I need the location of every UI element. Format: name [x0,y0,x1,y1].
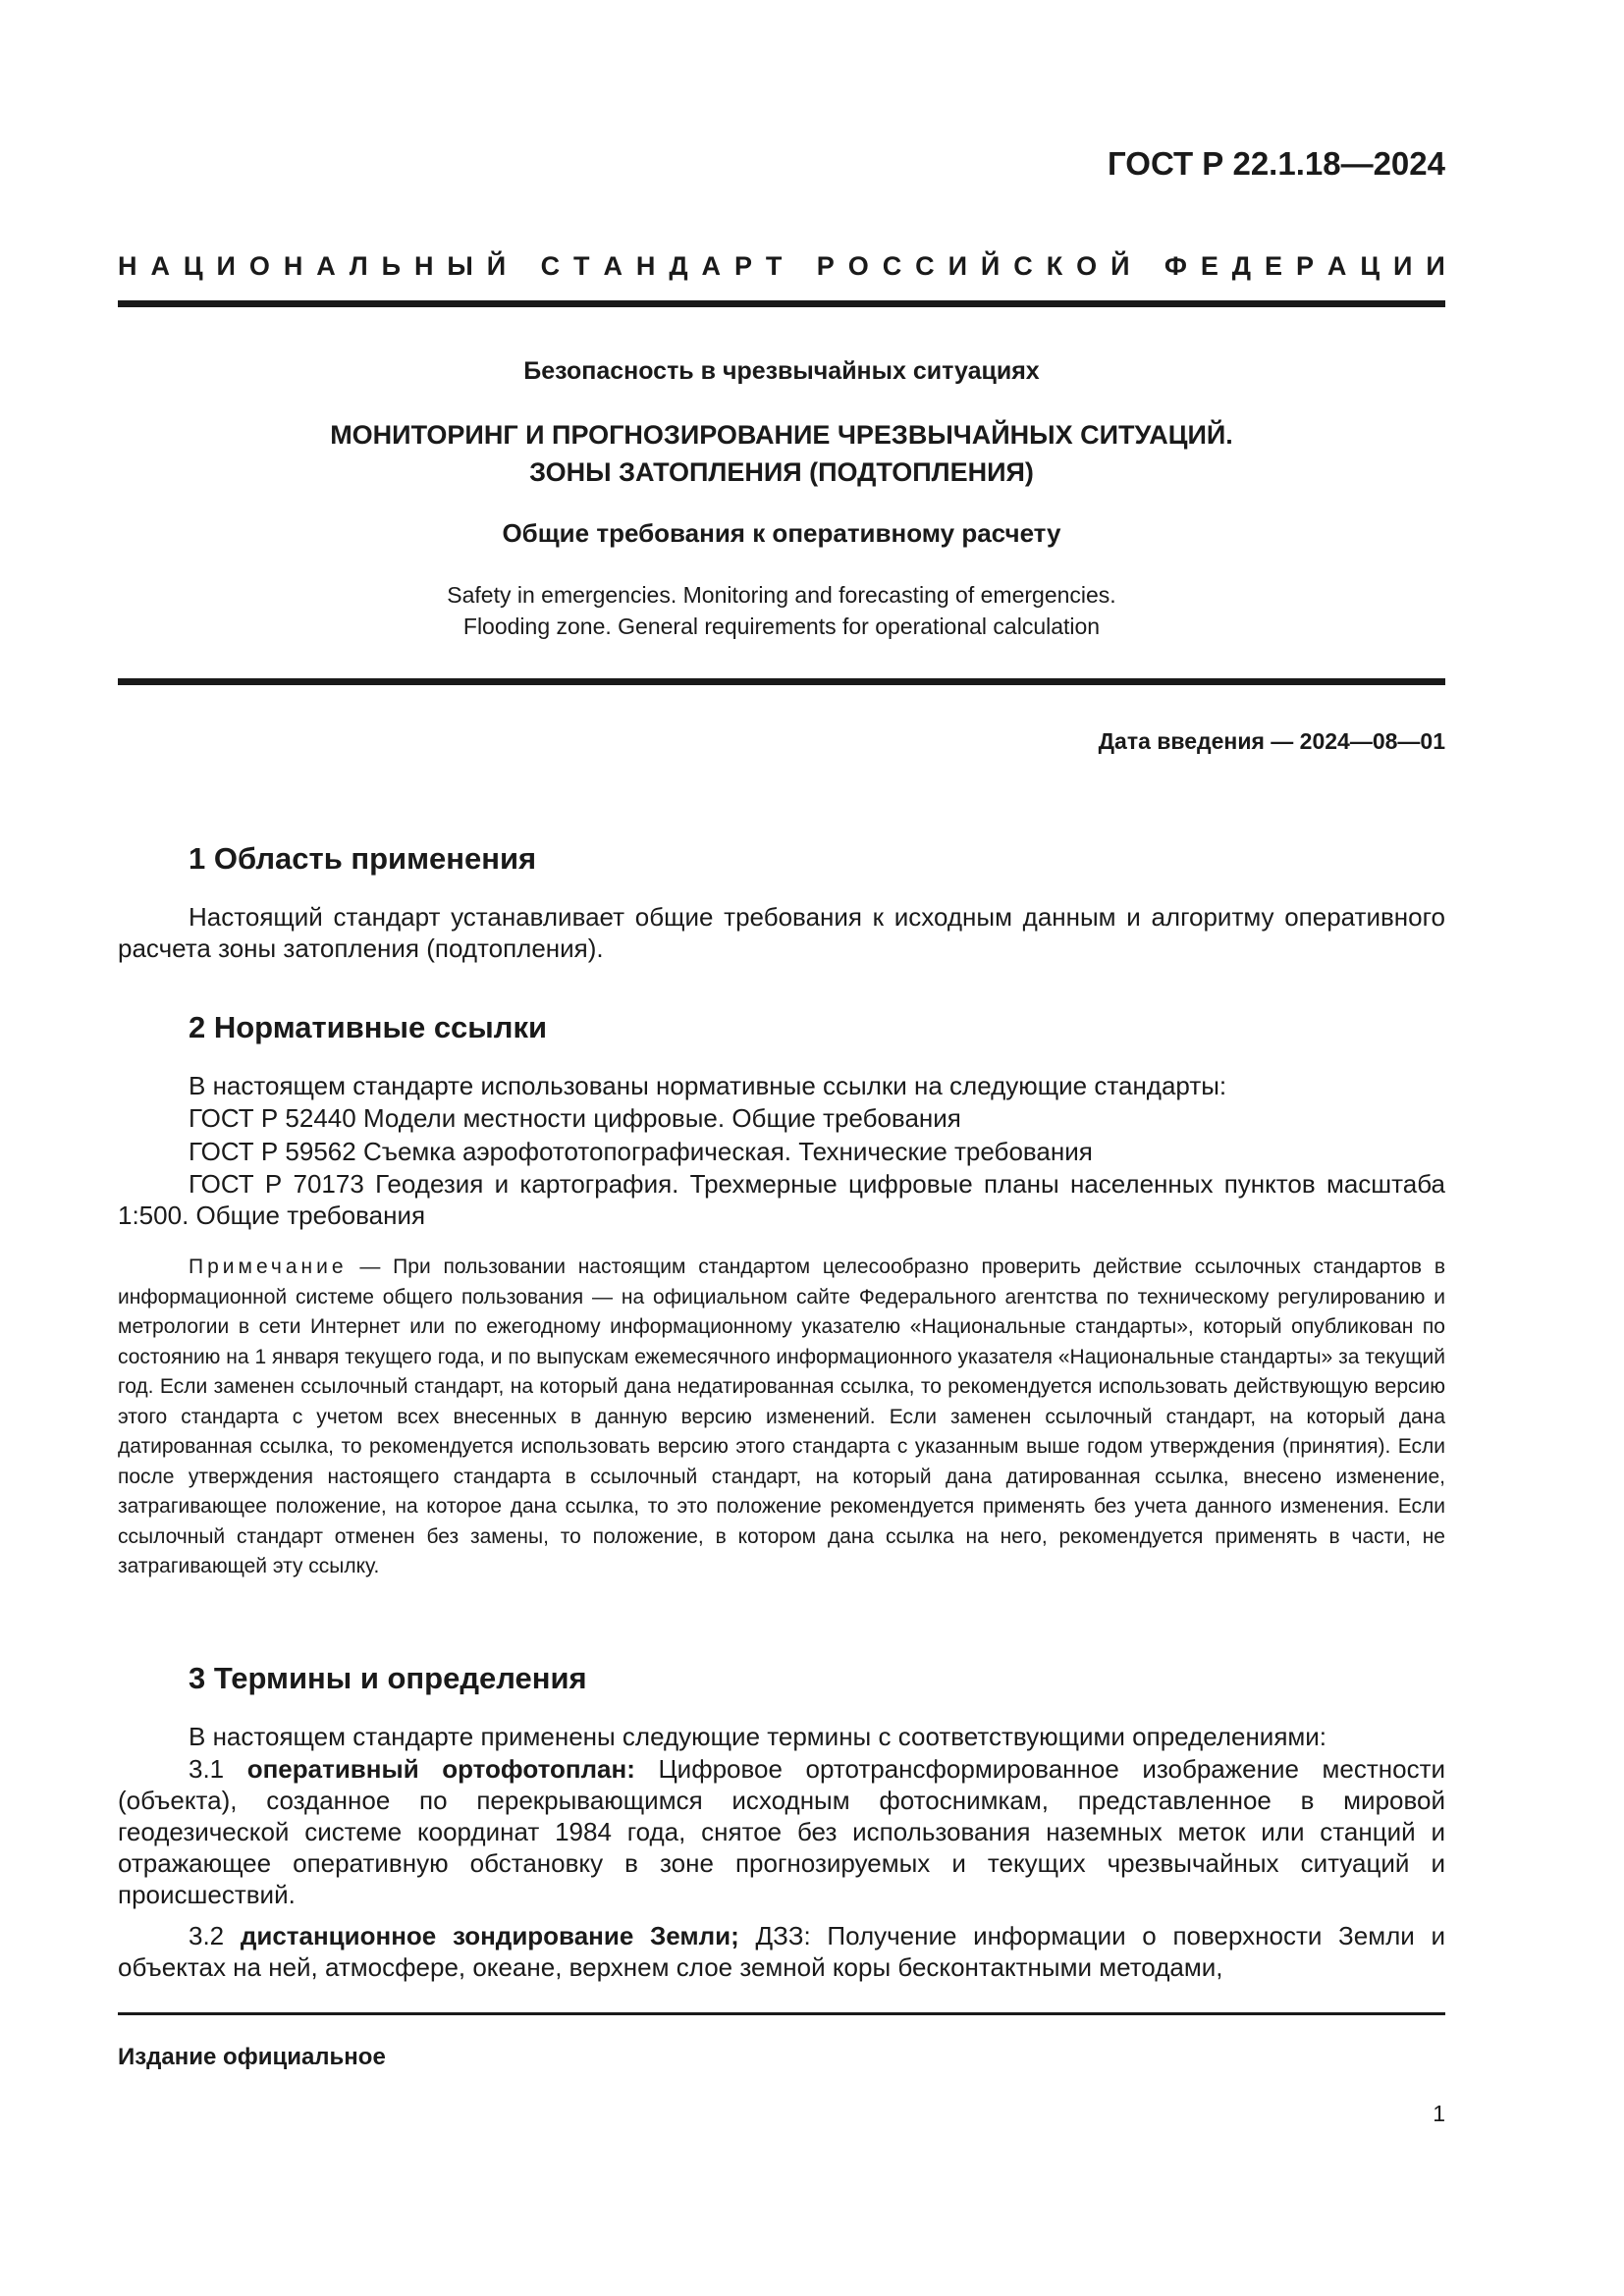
page-number: 1 [1433,2101,1445,2126]
national-standard-letter: С [882,251,902,281]
national-standard-letter [519,251,527,282]
national-standard-letter: К [1046,251,1063,281]
term-3-1-number: 3.1 [189,1754,247,1784]
national-standard-letter: Ь [381,251,402,281]
reference-gost-59562: ГОСТ Р 59562 Съемка аэрофототопографическая. Технические требования [189,1137,1093,1166]
intro-date: Дата введения — 2024—08—01 [1098,728,1445,754]
document-page [118,0,1445,2296]
national-standard-letter: Т [573,251,590,281]
national-standard-letter: А [1326,251,1347,281]
national-standard-letter: Р [816,251,835,281]
section-1-heading: 1 Область применения [189,841,537,876]
national-standard-letter: Н [283,251,303,281]
national-standard-letter: Д [669,251,688,281]
term-3-1-term: оперативный ортофотоплан: [246,1754,635,1784]
national-standard-letter [1143,251,1151,282]
national-standard-letter: Ы [447,251,473,281]
term-3-1 [118,1753,1445,1910]
note-label: Примечание [189,1255,348,1278]
national-standard-letter: Н [118,251,137,281]
title-line-1: МОНИТОРИНГ И ПРОГНОЗИРОВАНИЕ ЧРЕЗВЫЧАЙНЫХ СИТУАЦИЙ. [330,420,1233,450]
national-standard-letter: И [947,251,967,281]
footer-rule [118,2012,1445,2015]
note-text: — При пользовании настоящим стандартом целесообразно проверить действие ссылочных стандартов в информационной системе общего пользования — на официальном сайте Федерального агентства по техническому регулированию и метрологии в сети Интернет или по ежегодному информационному указателю «Национальные стандарты», который опубликован по состоянию на 1 января текущего года, и по выпускам ежемесячного информационного указателя «Национальные стандарты» за текущий год. Если заменен ссылочный стандарт, на который дана недатированная ссылка, то рекомендуется использовать действующую версию этого стандарта с учетом всех внесенных в данную версию изменений. Если заменен ссылочный стандарт, на который дана датированная ссылка, то рекомендуется использовать версию этого стандарта с указанным выше годом утверждения (принятия). Если после утверждения настоящего стандарта в ссылочный стандарт, на который дана датированная ссылка, внесено изменение, затрагивающее положение, на которое дана ссылка, то это положение рекомендуется применять без учета данного изменения. Если ссылочный стандарт отменен без замены, то положение, в котором дана ссылка на него, рекомендуется применять в части, не затрагивающей эту ссылку. [118,1255,1445,1577]
national-standard-letter: О [1076,251,1098,281]
term-3-2-definition: ДЗЗ: Получение информации о поверхности Земли и объектах на ней, атмосфере, океане, верхнем слое земной коры бесконтактными методами, [118,1921,1445,1982]
national-standard-letter: Е [1200,251,1218,281]
edition-label: Издание официальное [118,2044,386,2070]
top-rule [118,300,1445,307]
national-standard-letter: Н [635,251,656,281]
section-2-note [118,1253,1445,1582]
reference-gost-70173: ГОСТ Р 70173 Геодезия и картография. Трехмерные цифровые планы населенных пунктов масштаба 1:500. Общие требования [118,1169,1445,1230]
standard-code: ГОСТ Р 22.1.18—2024 [1108,145,1445,182]
national-standard-letter: А [150,251,170,281]
english-title-line-1: Safety in emergencies. Monitoring and forecasting of emergencies. [447,582,1116,608]
national-standard-letter: А [701,251,721,281]
section-3-intro: В настоящем стандарте применены следующие термины с соответствующими определениями: [189,1722,1327,1751]
section-3-heading: 3 Термины и определения [189,1661,587,1695]
national-standard-letter: Р [1295,251,1314,281]
national-standard-letter: Т [765,251,783,281]
national-standard-letter: Ц [183,251,203,281]
national-standard-letter: О [847,251,869,281]
category-title: Безопасность в чрезвычайных ситуациях [523,357,1040,385]
national-standard-letter: Ф [1164,251,1187,281]
national-standard-letter: Ц [1360,251,1380,281]
title-bottom-rule [118,678,1445,685]
english-title-line-2: Flooding zone. General requirements for operational calculation [462,614,1101,639]
document-title [118,416,1445,491]
national-standard-letter: Й [980,251,1001,281]
national-standard-letter: Д [1231,251,1252,281]
national-standard-letter: Е [1264,251,1282,281]
national-standard-letter: Р [733,251,752,281]
term-3-2 [118,1920,1445,1983]
section-1-text: Настоящий стандарт устанавливает общие требования к исходным данным и алгоритму оперативного расчета зоны затопления (подтопления). [118,902,1445,963]
national-standard-letter: С [1013,251,1033,281]
national-standard-letter: И [216,251,236,281]
document-subtitle: Общие требования к оперативному расчету [502,518,1061,548]
national-standard-heading [118,251,1445,282]
national-standard-letter: Н [413,251,434,281]
english-title [118,579,1445,642]
national-standard-letter: Л [349,251,368,281]
term-3-1-definition: Цифровое ортотрансформированное изображение местности (объекта), созданное по перекрывающимся исходным фотоснимкам, представленное в мировой геодезической системе координат 1984 года, снятое без использования наземных меток или станций и отражающее оперативную обстановку в зоне прогнозируемых и текущих чрезвычайных ситуаций и происшествий. [118,1754,1445,1909]
national-standard-letter: Й [1110,251,1130,281]
national-standard-letter: А [316,251,336,281]
national-standard-letter: С [540,251,561,281]
term-3-2-term: дистанционное зондирование Земли; [240,1921,739,1950]
section-2-heading: 2 Нормативные ссылки [189,1010,548,1044]
national-standard-letter: И [1393,251,1413,281]
national-standard-letter [795,251,803,282]
national-standard-letter: О [248,251,270,281]
reference-gost-52440: ГОСТ Р 52440 Модели местности цифровые. Общие требования [189,1103,961,1133]
national-standard-letter: И [1426,251,1445,281]
title-line-2: ЗОНЫ ЗАТОПЛЕНИЯ (ПОДТОПЛЕНИЯ) [529,457,1034,487]
term-3-2-number: 3.2 [189,1921,241,1950]
section-2-intro: В настоящем стандарте использованы нормативные ссылки на следующие стандарты: [189,1071,1227,1100]
national-standard-letter: Й [486,251,507,281]
national-standard-letter: А [603,251,623,281]
national-standard-letter: С [915,251,935,281]
